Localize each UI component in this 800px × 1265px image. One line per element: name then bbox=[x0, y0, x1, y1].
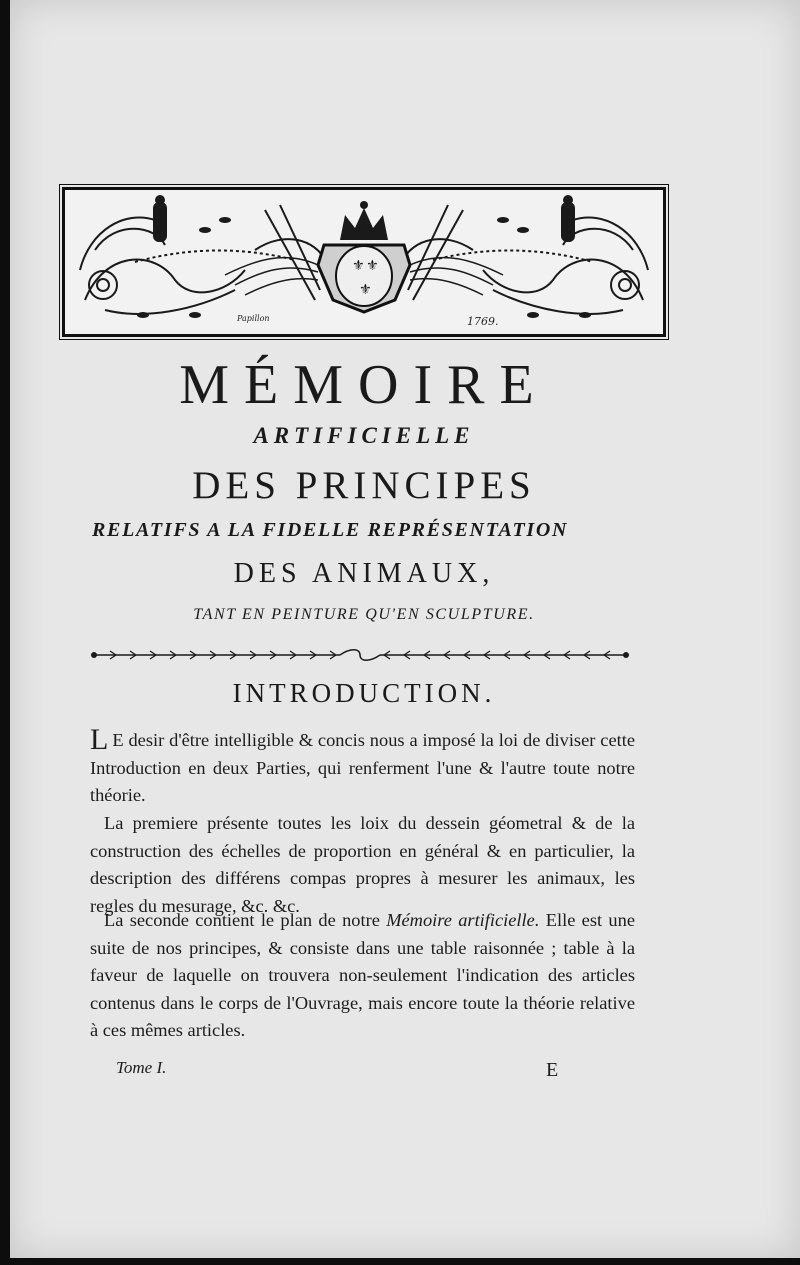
paragraph-3-italic: Mémoire artificielle. bbox=[386, 910, 540, 930]
svg-text:⚜: ⚜ bbox=[366, 258, 379, 274]
title-line-2: ARTIFICIELLE bbox=[253, 423, 475, 448]
title-line-4: RELATIFS A LA FIDELLE REPRÉSENTATION bbox=[92, 519, 569, 541]
paragraph-2: La premiere présente toutes les loix du dessein géometral & de la construction des échelles de proportion en général & en particulier, la description des différens compas propres à mesurer les animaux, les regles du mesurage, &c. &c. bbox=[90, 813, 635, 916]
section-heading: INTRODUCTION. bbox=[232, 678, 496, 708]
engraver-signature: Papillon bbox=[237, 314, 270, 323]
paragraph-3-start: La seconde contient le plan de notre bbox=[104, 910, 387, 930]
scan-edge-bottom bbox=[0, 1258, 800, 1265]
title-line-1: MÉMOIRE bbox=[179, 354, 549, 416]
signature-mark: E bbox=[546, 1059, 559, 1081]
title-line-3: DES PRINCIPES bbox=[192, 464, 536, 507]
scan-edge-left bbox=[0, 0, 10, 1265]
volume-label: Tome I. bbox=[116, 1058, 167, 1077]
engraving-year: 1769. bbox=[467, 315, 499, 328]
paragraph-3 bbox=[90, 907, 635, 1045]
headpiece-ornament bbox=[62, 187, 666, 337]
title-line-6: TANT EN PEINTURE QU'EN SCULPTURE. bbox=[193, 606, 535, 623]
title-line-5: DES ANIMAUX, bbox=[233, 558, 495, 589]
svg-text:⚜: ⚜ bbox=[359, 282, 372, 298]
paragraph-3-end: Elle est une suite de nos principes, & consiste dans une table raisonnée ; table à la faveur de laquelle on trouvera non-seulement l'indication des articles contenus dans le corps de l'Ouvrage, mais encore toute la théorie relative à ces mêmes articles. bbox=[90, 910, 635, 1040]
drop-cap: L bbox=[90, 723, 109, 756]
paragraph-1 bbox=[90, 723, 635, 810]
paragraph-1-text: E desir d'être intelligible & concis nous a imposé la loi de diviser cette Introduction en deux Parties, qui renferment l'une & l'autre toute notre théorie. bbox=[90, 730, 635, 805]
royal-arms-engraving bbox=[65, 190, 663, 334]
decorative-rule bbox=[90, 648, 630, 662]
svg-text:⚜: ⚜ bbox=[352, 258, 365, 274]
